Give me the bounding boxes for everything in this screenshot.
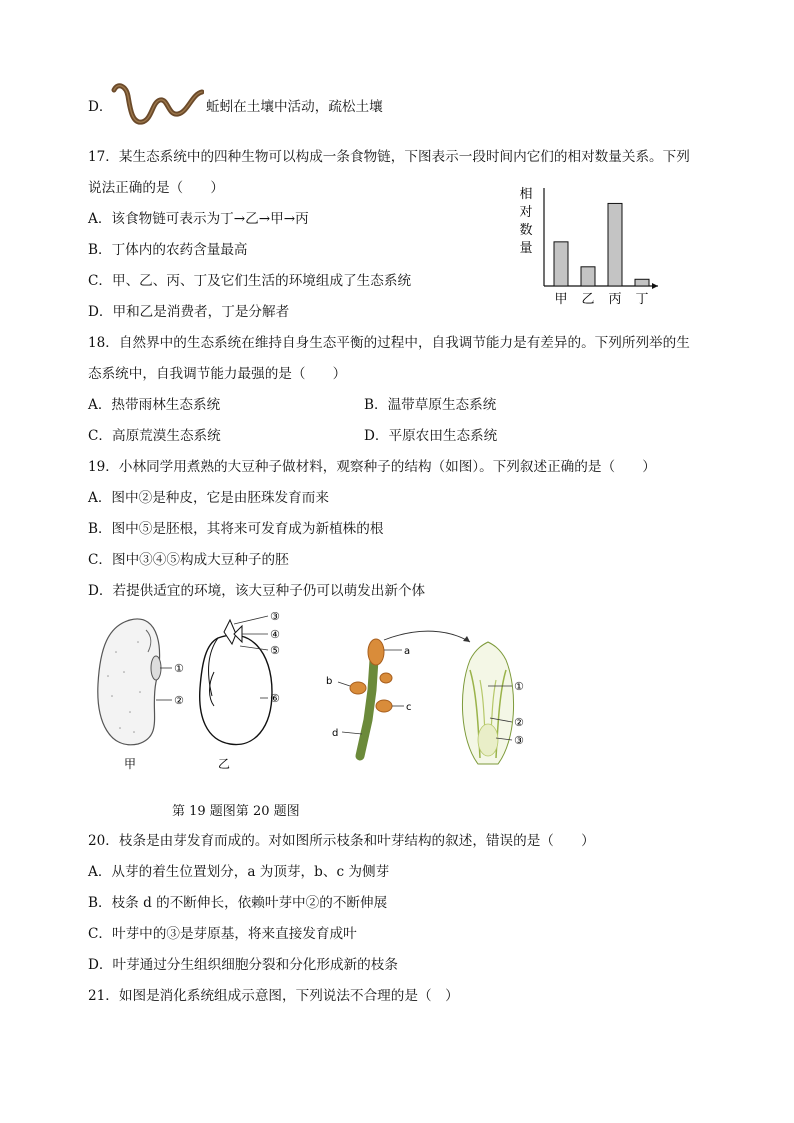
bar-乙 xyxy=(581,267,595,286)
q20-option-c: C．叶芽中的③是芽原基，将来直接发育成叶 xyxy=(88,926,357,942)
q20-option-a: A．从芽的着生位置划分，a 为顶芽，b、c 为侧芽 xyxy=(88,864,390,880)
relative-quantity-bar-chart xyxy=(510,182,670,312)
label-4: ④ xyxy=(270,628,280,641)
chart-ylabel xyxy=(519,186,532,256)
label-bud-1: ① xyxy=(514,680,524,693)
q19-option-d: D．若提供适宜的环境，该大豆种子仍可以萌发出新个体 xyxy=(88,583,426,599)
q16-option-d-text: 蚯蚓在土壤中活动，疏松土壤 xyxy=(206,99,383,115)
q18-option-c: C．高原荒漠生态系统 xyxy=(88,428,221,444)
q19-option-c: C．图中③④⑤构成大豆种子的胚 xyxy=(88,552,289,568)
category-label-丙: 丙 xyxy=(608,292,622,307)
q18-stem-line2: 态系统中，自我调节能力最强的是（ ） xyxy=(88,366,347,382)
soybean-seed-figure xyxy=(90,612,300,772)
label-3: ③ xyxy=(270,612,280,623)
q20-option-d: D．叶芽通过分生组织细胞分裂和分化形成新的枝条 xyxy=(88,957,398,973)
ylabel-char: 数 xyxy=(519,223,533,238)
category-label-乙: 乙 xyxy=(581,292,595,307)
q17-option-c: C．甲、乙、丙、丁及它们生活的环境组成了生态系统 xyxy=(88,273,412,289)
branch-stem xyxy=(360,660,374,756)
option-letter: D． xyxy=(88,99,113,115)
label-6: ⑥ xyxy=(270,692,280,705)
q18-option-a: A．热带雨林生态系统 xyxy=(88,397,221,413)
q18-stem-line1: 18．自然界中的生态系统在维持自身生态平衡的过程中，自我调节能力是有差异的。下列所列举的生 xyxy=(88,335,690,351)
ylabel-char: 量 xyxy=(519,241,533,256)
label-a: a xyxy=(404,646,411,657)
panel-jia: 甲 xyxy=(124,757,137,771)
q17-option-a: A．该食物链可表示为丁→乙→甲→丙 xyxy=(88,211,309,227)
ylabel-char: 对 xyxy=(519,205,533,220)
category-label-丁: 丁 xyxy=(635,292,649,307)
q20-option-b: B．枝条 d 的不断伸长，依赖叶芽中②的不断伸展 xyxy=(88,895,388,911)
q17-stem-line1: 17．某生态系统中的四种生物可以构成一条食物链，下图表示一段时间内它们的相对数量关系。下列 xyxy=(88,149,690,165)
lateral-bud-b xyxy=(350,682,366,694)
label-bud-2: ② xyxy=(514,716,524,729)
q21-stem: 21．如图是消化系统组成示意图，下列说法不合理的是（ ） xyxy=(88,988,459,1004)
label-d: d xyxy=(332,728,339,739)
chart-x-arrow xyxy=(652,283,658,289)
bar-丁 xyxy=(635,279,649,286)
category-label-甲: 甲 xyxy=(554,292,568,307)
q19-stem: 19．小林同学用煮熟的大豆种子做材料，观察种子的结构（如图）。下列叙述正确的是（ ） xyxy=(88,459,656,475)
q17-stem-line2: 说法正确的是（ ） xyxy=(88,180,224,196)
terminal-bud xyxy=(368,639,384,665)
panel-yi: 乙 xyxy=(218,757,231,771)
label-bud-3: ③ xyxy=(514,734,524,747)
zoom-arrow xyxy=(384,631,470,642)
label-b: b xyxy=(326,676,333,687)
q17-option-d: D．甲和乙是消费者，丁是分解者 xyxy=(88,304,290,320)
ylabel-char: 相 xyxy=(519,187,533,202)
bar-甲 xyxy=(554,242,568,286)
q19-option-b: B．图中⑤是胚根，其将来可发育成为新植株的根 xyxy=(88,521,384,537)
label-1: ① xyxy=(174,662,184,675)
q18-option-b: B．温带草原生态系统 xyxy=(364,397,497,413)
label-2: ② xyxy=(174,694,184,707)
q20-stem: 20．枝条是由芽发育而成的。对如图所示枝条和叶芽结构的叙述，错误的是（ ） xyxy=(88,833,595,849)
q19-option-a: A．图中②是种皮，它是由胚珠发育而来 xyxy=(88,490,329,506)
label-5: ⑤ xyxy=(270,644,280,657)
hilum xyxy=(151,656,161,680)
earthworm-image xyxy=(108,80,204,130)
lateral-bud-c xyxy=(376,700,392,712)
q17-option-b: B．丁体内的农药含量最高 xyxy=(88,242,248,258)
q18-option-d: D．平原农田生态系统 xyxy=(364,428,498,444)
branch-bud-figure xyxy=(320,630,540,770)
label-c: c xyxy=(406,702,412,713)
figure-caption: 第 19 题图第 20 题图 xyxy=(172,804,300,819)
bar-丙 xyxy=(608,203,622,286)
